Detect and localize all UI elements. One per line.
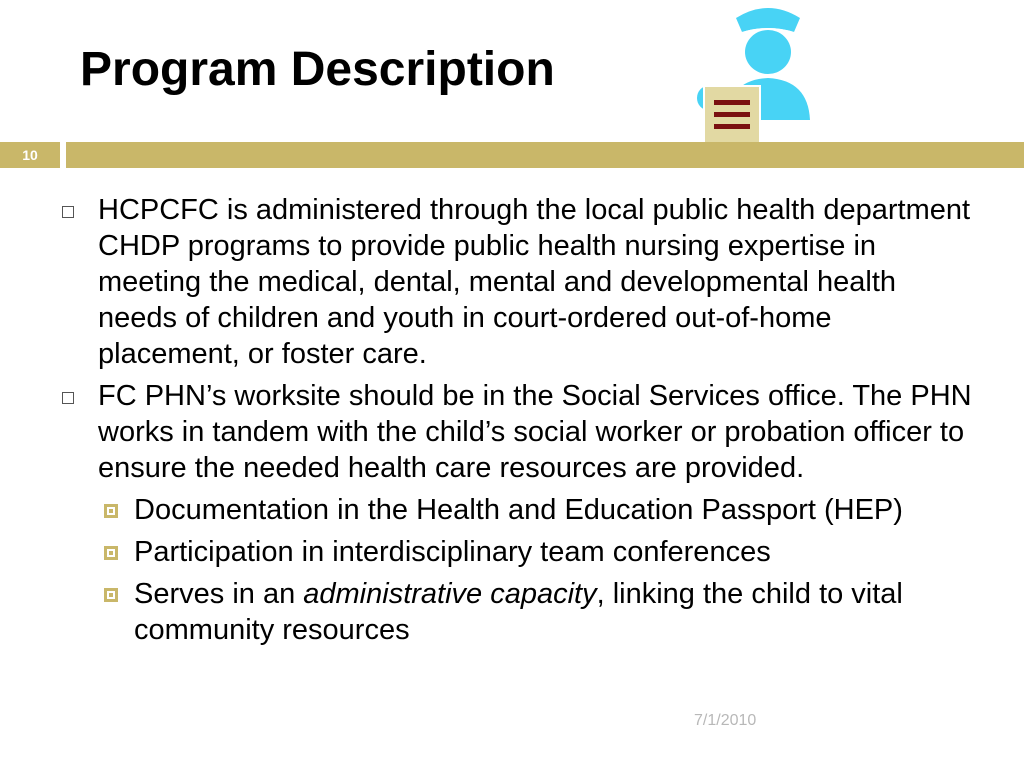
hollow-square-bullet-icon [62,392,74,404]
sub-bullet-item [60,576,980,648]
slide-date: 7/1/2010 [694,712,757,729]
sub-bullet-item [60,534,980,570]
square-bullet-icon [104,546,118,560]
bullet-item [60,378,980,486]
sub-bullet-text: Documentation in the Health and Education Passport (HEP) [134,494,903,526]
square-bullet-icon [104,504,118,518]
nurse-with-clipboard-icon [696,2,838,144]
emphasis-text: administrative capacity [303,578,597,610]
bullet-text: HCPCFC is administered through the local public health department CHDP programs to provide public health nursing expertise in meeting the medical, dental, mental and developmental health needs of children and youth in court-ordered out-of-home placement, or foster care. [98,194,971,370]
sub-bullet-item [60,492,980,528]
header-accent-bar [66,142,1024,168]
bullet-text: FC PHN’s worksite should be in the Social Services office. The PHN works in tandem with the child’s social worker or probation officer to ensure the needed health care resources are provided. [98,380,972,484]
bullet-item [60,192,980,372]
sub-bullet-text: Participation in interdisciplinary team conferences [134,536,771,568]
sub-bullet-text-end: , linking the child to vital community resources [134,578,903,646]
sub-bullet-text-start: Serves in an [134,578,304,610]
square-bullet-icon [104,588,118,602]
slide-content [60,192,980,654]
hollow-square-bullet-icon [62,206,74,218]
slide-number: 10 [22,147,38,163]
slide-title: Program Description [80,43,555,96]
